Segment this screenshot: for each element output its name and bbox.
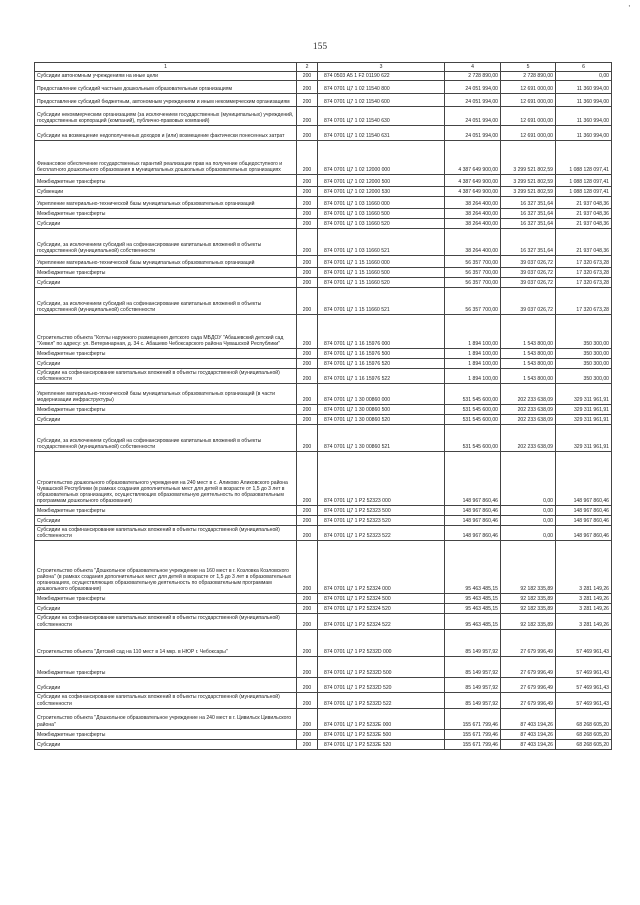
row-amount-executed: 202 233 638,09 [501,384,556,405]
row-amount-executed: 202 233 638,09 [501,405,556,415]
row-amount-executed: 3 299 521 802,59 [501,175,556,187]
row-amount-executed: 92 182 335,89 [501,604,556,614]
table-row [35,72,612,81]
table-row [35,629,612,656]
row-kbk: 874 0701 Ц7 1 15 11660 520 [318,278,445,288]
table-row [35,729,612,739]
row-kbk: 874 0701 Ц7 1 15 11660 521 [318,288,445,315]
row-amount-executed: 16 327 351,64 [501,219,556,229]
header-col-3: 3 [318,63,445,72]
table-row [35,315,612,349]
row-code: 200 [297,541,318,594]
row-name: Субсидии на софинансирование капитальных вложений в объекты государственной (муниципальной) собственности [35,526,297,541]
row-amount-remainder: 350 300,00 [556,349,612,359]
row-code: 200 [297,288,318,315]
row-name: Укрепление материально-технической базы муниципальных образовательных организаций [35,197,297,209]
row-code: 200 [297,614,318,629]
row-code: 200 [297,656,318,677]
row-name: Субсидии [35,739,297,749]
row-amount-executed: 39 037 026,72 [501,278,556,288]
table-row [35,452,612,506]
row-amount-approved: 148 967 860,46 [445,516,501,526]
row-code: 200 [297,516,318,526]
row-amount-approved: 1 894 100,00 [445,315,501,349]
row-amount-approved: 38 264 400,00 [445,197,501,209]
row-amount-approved: 155 671 799,46 [445,729,501,739]
row-name: Межбюджетные трансферты [35,594,297,604]
row-code: 200 [297,229,318,256]
row-kbk: 874 0701 Ц7 1 P2 5232E 500 [318,729,445,739]
row-code: 200 [297,739,318,749]
row-name: Укрепление материально-технической базы муниципальных образовательных организаций (в части модернизации инфраструктуры) [35,384,297,405]
row-kbk: 874 0701 Ц7 1 P2 52324 520 [318,604,445,614]
row-code: 200 [297,315,318,349]
table-row [35,425,612,452]
row-code: 200 [297,415,318,425]
row-code: 200 [297,729,318,739]
row-code: 200 [297,278,318,288]
table-row [35,209,612,219]
row-kbk: 874 0701 Ц7 1 P2 5232E 520 [318,739,445,749]
table-row [35,656,612,677]
table-row [35,516,612,526]
table-row [35,415,612,425]
row-name: Субсидии [35,677,297,692]
row-kbk: 874 0701 Ц7 1 P2 5232D 500 [318,656,445,677]
table-header-row [35,63,612,72]
row-amount-approved: 56 357 700,00 [445,288,501,315]
row-code: 200 [297,197,318,209]
row-amount-executed: 12 691 000,00 [501,81,556,94]
row-kbk: 874 0701 Ц7 1 02 12000 500 [318,175,445,187]
row-name: Строительство дошкольного образовательного учреждения на 240 мест в с. Аликово Аликовского района Чувашской Республики (в рамках создания дополнительных мест для детей в возрасте от 1,5 до 3 лет в образовательных организациях, осуществляющих образовательную деятельность по образовательным программам дошкольного образования) [35,452,297,506]
table-row [35,94,612,107]
row-kbk: 874 0701 Ц7 1 02 11540 800 [318,81,445,94]
row-amount-approved: 4 387 649 900,00 [445,187,501,197]
row-name: Межбюджетные трансферты [35,175,297,187]
row-amount-executed: 12 691 000,00 [501,126,556,141]
row-amount-executed: 3 299 521 802,59 [501,141,556,175]
row-amount-remainder: 329 311 961,91 [556,405,612,415]
row-code: 200 [297,107,318,126]
row-name: Субсидии [35,516,297,526]
row-amount-remainder: 11 360 994,00 [556,126,612,141]
row-code: 200 [297,81,318,94]
row-amount-executed: 87 403 194,26 [501,708,556,729]
row-kbk: 874 0701 Ц7 1 16 15976 000 [318,315,445,349]
row-name: Межбюджетные трансферты [35,656,297,677]
row-code: 200 [297,629,318,656]
row-name: Субвенции [35,187,297,197]
row-amount-approved: 24 051 994,00 [445,107,501,126]
table-row [35,506,612,516]
row-amount-approved: 95 463 485,15 [445,604,501,614]
row-amount-approved: 56 357 700,00 [445,256,501,268]
row-amount-executed: 12 691 000,00 [501,107,556,126]
row-code: 200 [297,187,318,197]
corner-mark: ' [628,4,630,13]
row-name: Субсидии на софинансирование капитальных вложений в объекты государственной (муниципальной) собственности [35,692,297,708]
row-amount-executed: 202 233 638,09 [501,425,556,452]
row-name: Субсидии автономным учреждениям на иные цели [35,72,297,81]
row-amount-approved: 85 149 957,92 [445,692,501,708]
row-name: Субсидии, за исключением субсидий на софинансирование капитальных вложений в объекты государственной (муниципальной) собственности [35,229,297,256]
row-amount-remainder: 17 320 673,28 [556,256,612,268]
table-row [35,278,612,288]
row-kbk: 874 0701 Ц7 1 P2 5232D 000 [318,629,445,656]
row-amount-executed: 16 327 351,64 [501,229,556,256]
row-amount-executed: 0,00 [501,452,556,506]
row-amount-remainder: 329 311 961,91 [556,384,612,405]
table-row [35,526,612,541]
row-kbk: 874 0701 Ц7 1 03 11660 000 [318,197,445,209]
row-amount-executed: 27 679 996,49 [501,677,556,692]
table-row [35,369,612,384]
row-name: Субсидии [35,604,297,614]
row-amount-approved: 85 149 957,92 [445,677,501,692]
row-code: 200 [297,256,318,268]
table-row [35,187,612,197]
row-amount-approved: 531 545 600,00 [445,384,501,405]
row-name: Субсидии на софинансирование капитальных вложений в объекты государственной (муниципальной) собственности [35,614,297,629]
row-kbk: 874 0701 Ц7 1 16 15976 520 [318,359,445,369]
row-kbk: 874 0701 Ц7 1 P2 5232D 520 [318,677,445,692]
table-row [35,197,612,209]
row-amount-approved: 2 728 890,00 [445,72,501,81]
row-kbk: 874 0701 Ц7 1 P2 52324 500 [318,594,445,604]
row-amount-approved: 1 894 100,00 [445,369,501,384]
table-row [35,349,612,359]
row-amount-executed: 92 182 335,89 [501,594,556,604]
table-row [35,692,612,708]
row-amount-executed: 16 327 351,64 [501,197,556,209]
header-col-4: 4 [445,63,501,72]
row-amount-executed: 27 679 996,49 [501,656,556,677]
row-amount-approved: 148 967 860,46 [445,452,501,506]
row-name: Субсидии, за исключением субсидий на софинансирование капитальных вложений в объекты государственной (муниципальной) собственности [35,288,297,315]
row-code: 200 [297,594,318,604]
row-amount-executed: 92 182 335,89 [501,541,556,594]
row-amount-executed: 1 543 800,00 [501,369,556,384]
row-kbk: 874 0701 Ц7 1 P2 52324 000 [318,541,445,594]
row-amount-remainder: 68 268 605,20 [556,739,612,749]
row-code: 200 [297,506,318,516]
table-row [35,288,612,315]
table-row [35,107,612,126]
row-kbk: 874 0701 Ц7 1 02 11540 600 [318,94,445,107]
row-amount-remainder: 21 937 048,36 [556,219,612,229]
row-name: Субсидии на возмещение недополученных доходов и (или) возмещение фактически понесенных затрат [35,126,297,141]
row-amount-remainder: 3 281 149,26 [556,594,612,604]
row-amount-remainder: 57 469 961,43 [556,692,612,708]
row-amount-approved: 95 463 485,15 [445,614,501,629]
row-kbk: 874 0701 Ц7 1 03 11660 521 [318,229,445,256]
row-code: 200 [297,452,318,506]
row-amount-remainder: 3 281 149,26 [556,604,612,614]
header-col-5: 5 [501,63,556,72]
row-amount-remainder: 350 300,00 [556,315,612,349]
table-row [35,594,612,604]
table-row [35,708,612,729]
row-amount-approved: 4 387 649 900,00 [445,141,501,175]
row-kbk: 874 0701 Ц7 1 03 11660 500 [318,209,445,219]
row-amount-remainder: 21 937 048,36 [556,229,612,256]
row-kbk: 874 0701 Ц7 1 P2 5232E 000 [318,708,445,729]
row-amount-remainder: 57 469 961,43 [556,677,612,692]
page-number: 155 [312,42,328,52]
row-amount-executed: 39 037 026,72 [501,288,556,315]
row-amount-remainder: 0,00 [556,72,612,81]
header-col-1: 1 [35,63,297,72]
row-name: Межбюджетные трансферты [35,729,297,739]
row-kbk: 874 0701 Ц7 1 P2 52323 520 [318,516,445,526]
table-row [35,614,612,629]
row-code: 200 [297,708,318,729]
row-amount-approved: 24 051 994,00 [445,81,501,94]
row-amount-remainder: 1 088 128 097,41 [556,175,612,187]
row-amount-approved: 24 051 994,00 [445,94,501,107]
row-kbk: 874 0701 Ц7 1 30 00860 520 [318,415,445,425]
header-col-2: 2 [297,63,318,72]
row-amount-remainder: 1 088 128 097,41 [556,141,612,175]
row-kbk: 874 0503 А5 1 F2 01190 622 [318,72,445,81]
budget-table [34,62,612,750]
row-amount-executed: 0,00 [501,506,556,516]
row-kbk: 874 0701 Ц7 1 16 15976 500 [318,349,445,359]
row-code: 200 [297,405,318,415]
row-name: Межбюджетные трансферты [35,349,297,359]
row-kbk: 874 0701 Ц7 1 02 12000 000 [318,141,445,175]
row-amount-executed: 12 691 000,00 [501,94,556,107]
table-row [35,81,612,94]
row-amount-approved: 38 264 400,00 [445,209,501,219]
row-amount-remainder: 350 300,00 [556,359,612,369]
row-amount-remainder: 148 967 860,46 [556,506,612,516]
row-code: 200 [297,349,318,359]
table-row [35,141,612,175]
row-name: Межбюджетные трансферты [35,405,297,415]
row-amount-remainder: 17 320 673,28 [556,268,612,278]
table-row [35,256,612,268]
row-amount-approved: 95 463 485,15 [445,541,501,594]
row-code: 200 [297,425,318,452]
row-code: 200 [297,369,318,384]
row-amount-approved: 38 264 400,00 [445,219,501,229]
row-name: Строительство объекта "Дошкольное образовательное учреждение на 240 мест в г. Цивильск Цивильского района" [35,708,297,729]
row-code: 200 [297,94,318,107]
row-code: 200 [297,384,318,405]
row-name: Предоставление субсидий бюджетным, автономным учреждениям и иным некоммерческим организациям [35,94,297,107]
table-row [35,739,612,749]
table-row [35,384,612,405]
row-amount-approved: 155 671 799,46 [445,739,501,749]
row-name: Строительство объекта "Котлы наружного размещения детского сада МБДОУ "Абашевский детский сад "Хевел" по адресу: ул. Ветеринарная, д. 34 с. Абашево Чебоксарского района Чувашской Республики" [35,315,297,349]
row-amount-approved: 531 545 600,00 [445,415,501,425]
row-name: Субсидии, за исключением субсидий на софинансирование капитальных вложений в объекты государственной (муниципальной) собственности [35,425,297,452]
row-amount-remainder: 148 967 860,46 [556,452,612,506]
row-code: 200 [297,604,318,614]
row-amount-executed: 0,00 [501,516,556,526]
row-code: 200 [297,692,318,708]
row-name: Межбюджетные трансферты [35,268,297,278]
row-kbk: 874 0701 Ц7 1 15 11660 500 [318,268,445,278]
row-amount-remainder: 11 360 994,00 [556,94,612,107]
row-amount-remainder: 17 320 673,28 [556,288,612,315]
row-amount-executed: 1 543 800,00 [501,359,556,369]
row-code: 200 [297,268,318,278]
row-amount-executed: 3 299 521 802,59 [501,187,556,197]
row-name: Межбюджетные трансферты [35,209,297,219]
row-name: Строительство объекта "Дошкольное образовательное учреждение на 160 мест в г. Козловка Козловского района" (в рамках создания дополнительных мест для детей в возрасте от 1,5 до 3 лет в образовательных организациях, осуществляющих образовательную деятельность по образовательным программам дошкольного образования) [35,541,297,594]
row-amount-executed: 202 233 638,09 [501,415,556,425]
row-amount-executed: 1 543 800,00 [501,349,556,359]
row-amount-executed: 92 182 335,89 [501,614,556,629]
row-amount-executed: 39 037 026,72 [501,256,556,268]
row-amount-executed: 2 728 890,00 [501,72,556,81]
table-row [35,677,612,692]
row-amount-remainder: 17 320 673,28 [556,278,612,288]
row-name: Субсидии [35,415,297,425]
row-amount-approved: 38 264 400,00 [445,229,501,256]
row-code: 200 [297,359,318,369]
row-name: Финансовое обеспечение государственных гарантий реализации прав на получение общедоступного и бесплатного дошкольного образования в муниципальных дошкольных образовательных организациях [35,141,297,175]
row-amount-approved: 148 967 860,46 [445,506,501,516]
row-code: 200 [297,677,318,692]
row-amount-approved: 95 463 485,15 [445,594,501,604]
row-amount-executed: 0,00 [501,526,556,541]
row-kbk: 874 0701 Ц7 1 16 15976 522 [318,369,445,384]
row-kbk: 874 0701 Ц7 1 02 11540 630 [318,107,445,126]
row-kbk: 874 0701 Ц7 1 30 00860 521 [318,425,445,452]
row-amount-executed: 87 403 194,26 [501,739,556,749]
row-amount-approved: 85 149 957,92 [445,629,501,656]
row-kbk: 874 0701 Ц7 1 30 00860 000 [318,384,445,405]
row-kbk: 874 0701 Ц7 1 P2 52323 522 [318,526,445,541]
row-amount-approved: 1 894 100,00 [445,349,501,359]
row-code: 200 [297,141,318,175]
row-name: Предоставление субсидий частным дошкольным образовательным организациям [35,81,297,94]
row-code: 200 [297,526,318,541]
row-amount-remainder: 3 281 149,26 [556,614,612,629]
table-row [35,541,612,594]
row-amount-executed: 16 327 351,64 [501,209,556,219]
table-row [35,126,612,141]
row-amount-remainder: 57 469 961,43 [556,629,612,656]
row-amount-approved: 85 149 957,92 [445,656,501,677]
row-amount-approved: 148 967 860,46 [445,526,501,541]
row-amount-approved: 1 894 100,00 [445,359,501,369]
row-name: Субсидии [35,359,297,369]
row-kbk: 874 0701 Ц7 1 P2 52323 500 [318,506,445,516]
row-amount-executed: 1 543 800,00 [501,315,556,349]
row-amount-executed: 27 679 996,49 [501,629,556,656]
row-name: Субсидии на софинансирование капитальных вложений в объекты государственной (муниципальной) собственности [35,369,297,384]
budget-table-body [35,63,612,750]
row-amount-approved: 24 051 994,00 [445,126,501,141]
row-code: 200 [297,72,318,81]
row-name: Субсидии [35,278,297,288]
row-amount-remainder: 1 088 128 097,41 [556,187,612,197]
row-amount-remainder: 68 268 605,20 [556,708,612,729]
header-col-6: 6 [556,63,612,72]
row-kbk: 874 0701 Ц7 1 15 11660 000 [318,256,445,268]
row-amount-approved: 4 387 649 900,00 [445,175,501,187]
row-amount-approved: 56 357 700,00 [445,278,501,288]
row-amount-remainder: 57 469 961,43 [556,656,612,677]
row-kbk: 874 0701 Ц7 1 02 12000 530 [318,187,445,197]
table-row [35,229,612,256]
row-kbk: 874 0701 Ц7 1 P2 5232D 522 [318,692,445,708]
table-row [35,405,612,415]
row-amount-executed: 87 403 194,26 [501,729,556,739]
row-amount-remainder: 3 281 149,26 [556,541,612,594]
row-amount-remainder: 148 967 860,46 [556,516,612,526]
row-kbk: 874 0701 Ц7 1 30 00860 500 [318,405,445,415]
row-amount-approved: 155 671 799,46 [445,708,501,729]
row-code: 200 [297,219,318,229]
row-kbk: 874 0701 Ц7 1 P2 52324 522 [318,614,445,629]
row-code: 200 [297,209,318,219]
table-row [35,359,612,369]
row-amount-executed: 27 679 996,49 [501,692,556,708]
row-amount-executed: 39 037 026,72 [501,268,556,278]
row-amount-remainder: 21 937 048,36 [556,209,612,219]
table-row [35,268,612,278]
row-kbk: 874 0701 Ц7 1 P2 52323 000 [318,452,445,506]
row-name: Субсидии [35,219,297,229]
row-amount-remainder: 11 360 994,00 [556,107,612,126]
row-amount-remainder: 21 937 048,36 [556,197,612,209]
table-row [35,175,612,187]
row-name: Межбюджетные трансферты [35,506,297,516]
row-name: Субсидии некоммерческим организациям (за исключением государственных (муниципальных) учреждений, государственных корпораций (компаний), публично-правовых компаний) [35,107,297,126]
row-amount-remainder: 68 268 605,20 [556,729,612,739]
row-kbk: 874 0701 Ц7 1 03 11660 520 [318,219,445,229]
row-amount-remainder: 148 967 860,46 [556,526,612,541]
row-amount-remainder: 329 311 961,91 [556,425,612,452]
row-name: Строительство объекта "Детский сад на 110 мест в 14 мкр. в НЮР г. Чебоксары" [35,629,297,656]
row-amount-approved: 531 545 600,00 [445,405,501,415]
row-code: 200 [297,175,318,187]
row-amount-approved: 56 357 700,00 [445,268,501,278]
row-code: 200 [297,126,318,141]
table-row [35,604,612,614]
row-kbk: 874 0701 Ц7 1 02 11540 631 [318,126,445,141]
row-amount-remainder: 350 300,00 [556,369,612,384]
table-row [35,219,612,229]
row-amount-remainder: 11 360 994,00 [556,81,612,94]
row-name: Укрепление материально-технической базы муниципальных образовательных организаций [35,256,297,268]
row-amount-approved: 531 545 600,00 [445,425,501,452]
row-amount-remainder: 329 311 961,91 [556,415,612,425]
